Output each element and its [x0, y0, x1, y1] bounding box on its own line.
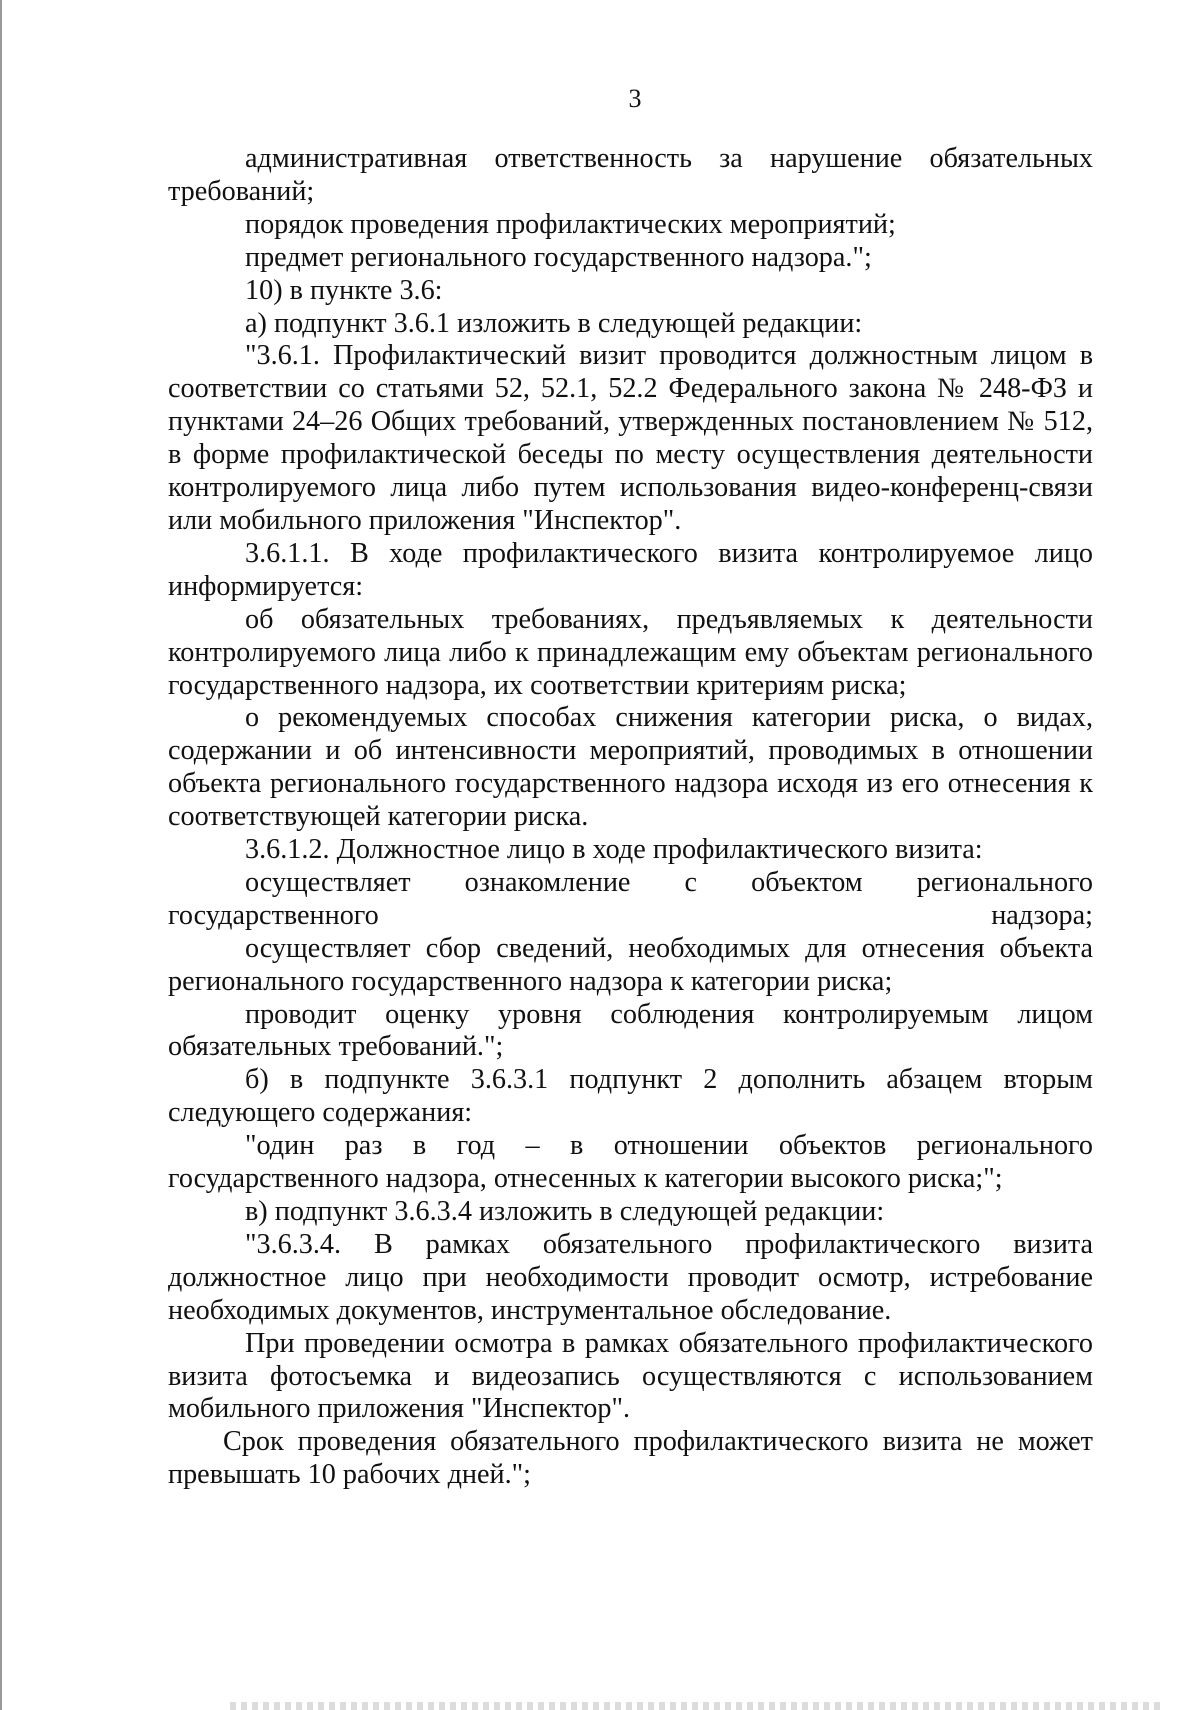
paragraph: осуществляет ознакомление с объектом регионального государственного надзора; — [168, 866, 1093, 931]
paragraph: "3.6.3.4. В рамках обязательного профилактического визита должностное лицо при необходимости проводит осмотр, истребование необходимых документов, инструментальное обследование. — [168, 1228, 1093, 1326]
paragraph: проводит оценку уровня соблюдения контролируемым лицом обязательных требований."; — [168, 998, 1093, 1063]
page-number: 3 — [628, 84, 642, 113]
paragraph: предмет регионального государственного надзора."; — [245, 241, 872, 273]
paragraph: Срок проведения обязательного профилактического визита не может превышать 10 рабочих дней."; — [168, 1426, 1093, 1491]
scan-edge-line — [0, 0, 2, 1710]
paragraph: "один раз в год – в отношении объектов регионального государственного надзора, отнесенных к категории высокого риска;"; — [168, 1130, 1093, 1195]
paragraph: 3.6.1.2. Должностное лицо в ходе профилактического визита: — [245, 834, 983, 866]
paragraph: в) подпункт 3.6.3.4 изложить в следующей редакции: — [245, 1196, 885, 1227]
paragraph: о рекомендуемых способах снижения категории риска, о видах, содержании и об интенсивности мероприятий, проводимых в отношении объекта регионального государственного надзора исходя из его отнесения к соответствующей категории риска. — [168, 702, 1093, 833]
scan-bottom-artifact — [230, 1702, 1160, 1710]
paragraph: порядок проведения профилактических мероприятий; — [245, 208, 896, 240]
paragraph: а) подпункт 3.6.1 изложить в следующей редакции: — [245, 307, 863, 339]
paragraph: "3.6.1. Профилактический визит проводится должностным лицом в соответствии со статьями 52, 52.1, 52.2 Федерального закона № 248-ФЗ и пунктами 24–26 Общих требований, утвержденных постановлением № 512, в форме профилактической беседы по месту осуществления деятельности контролируемого лица либо путем использования видео-конференц-связи или мобильного приложения "Инспектор". — [168, 340, 1093, 536]
paragraph: осуществляет сбор сведений, необходимых для отнесения объекта регионального государственного надзора к категории риска; — [168, 932, 1093, 997]
paragraph: При проведении осмотра в рамках обязательного профилактического визита фотосъемка и видеозапись осуществляются с использованием мобильного приложения "Инспектор". — [168, 1327, 1093, 1425]
paragraph: 3.6.1.1. В ходе профилактического визита контролируемое лицо информируется: — [168, 537, 1093, 602]
paragraph: административная ответственность за нарушение обязательных требований; — [168, 143, 1093, 207]
document-body — [168, 143, 1093, 1492]
paragraph: б) в подпункте 3.6.3.1 подпункт 2 дополнить абзацем вторым следующего содержания: — [168, 1064, 1093, 1129]
paragraph: об обязательных требованиях, предъявляемых к деятельности контролируемого лица либо к принадлежащим ему объектам регионального государственного надзора, их соответствии критериям риска; — [168, 603, 1093, 701]
paragraph: 10) в пункте 3.6: — [245, 274, 443, 306]
